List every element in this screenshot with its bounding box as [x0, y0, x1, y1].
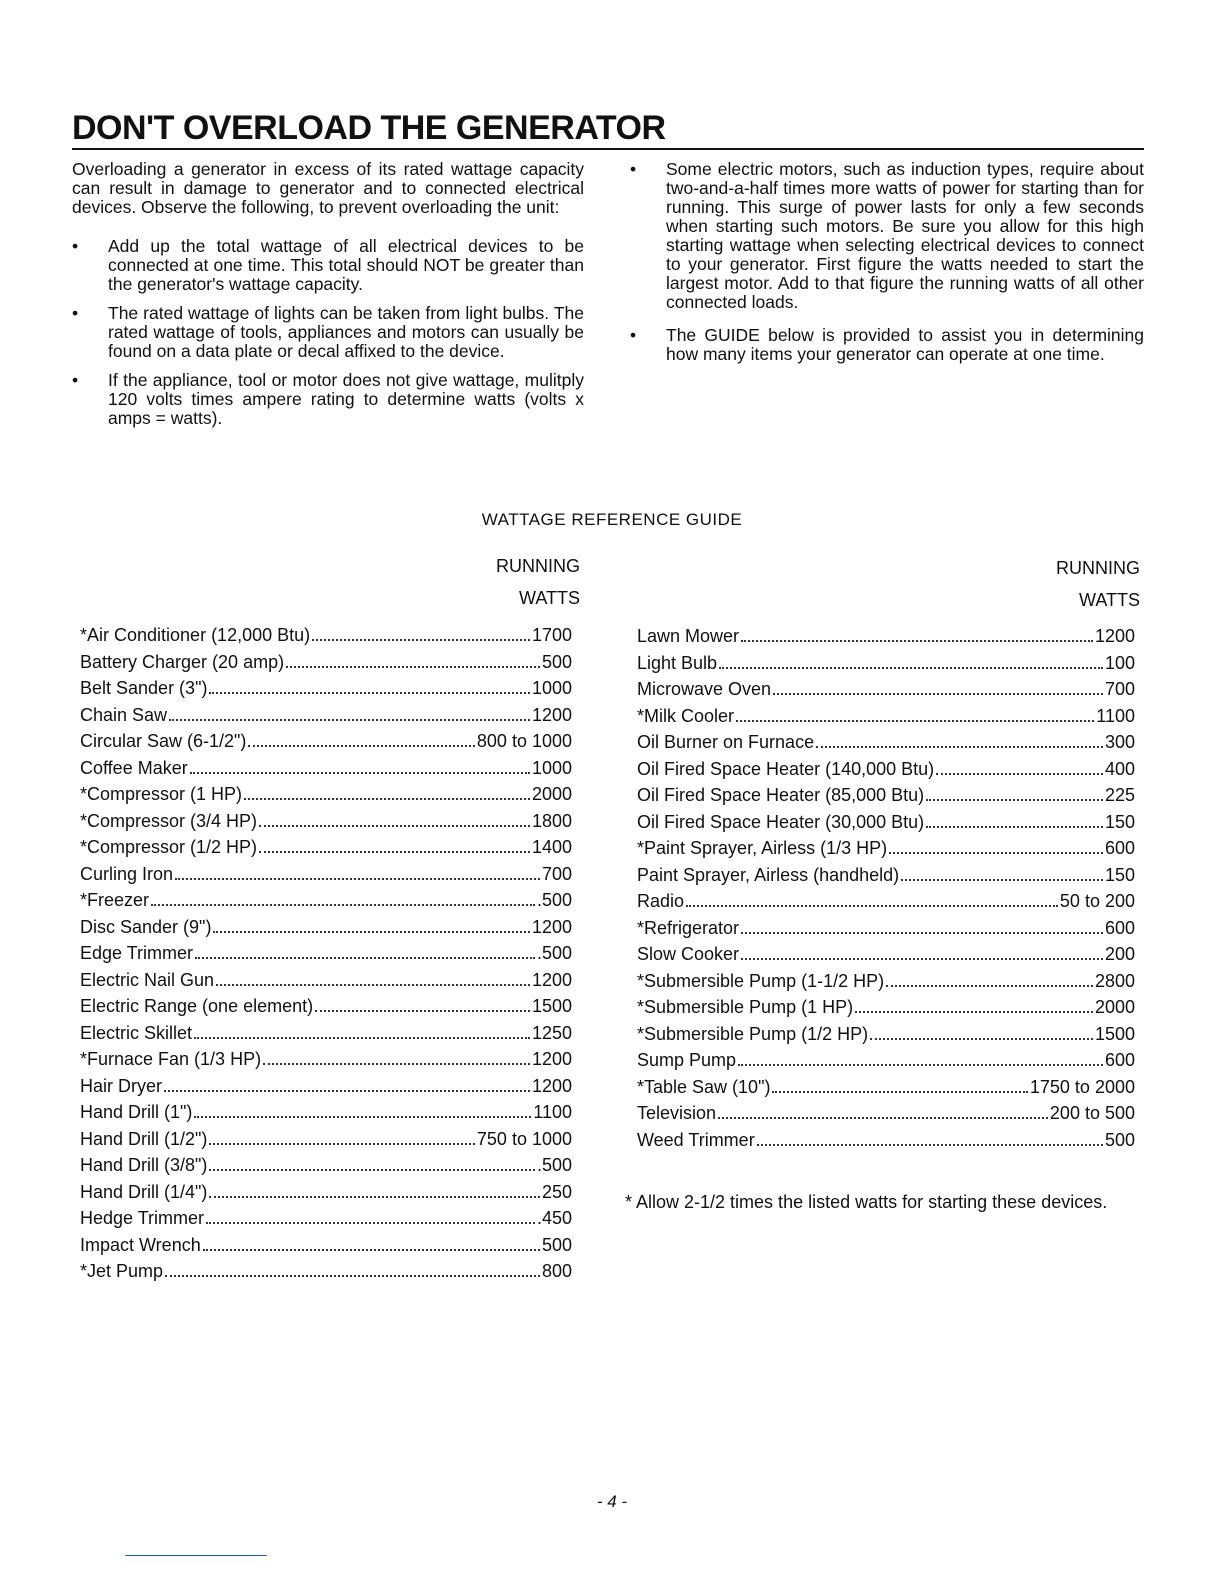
table-row: [637, 1100, 1135, 1127]
dot-leader: [870, 1024, 1093, 1040]
bullet-text: The GUIDE below is provided to assist you in determining how many items your generator can operate at one time.: [666, 325, 1144, 364]
table-row: [80, 967, 572, 994]
table-row: [80, 1020, 572, 1047]
dot-leader: [741, 627, 1093, 643]
table-row: [80, 675, 572, 702]
table-row: [637, 809, 1135, 836]
running-watts: .500: [536, 1155, 572, 1175]
table-row: [80, 993, 572, 1020]
guide-title: WATTAGE REFERENCE GUIDE: [481, 510, 743, 529]
running-watts: 700: [1104, 679, 1135, 699]
appliance-name: Hand Drill (1/4"): [80, 1181, 208, 1202]
header-watts: WATTS: [519, 588, 580, 608]
dot-leader: [209, 1182, 540, 1198]
appliance-name: Oil Fired Space Heater (30,000 Btu): [637, 811, 925, 832]
dot-leader: [248, 732, 474, 748]
running-watts: 200 to 500: [1049, 1103, 1135, 1123]
running-watts: 1800: [531, 810, 572, 831]
table-row: [637, 941, 1135, 968]
dot-leader: [259, 838, 530, 854]
table-row: [637, 703, 1135, 730]
appliance-name: Lawn Mower: [637, 626, 740, 646]
running-watts: 400: [1104, 758, 1135, 779]
bullet-icon: •: [630, 159, 637, 179]
table-row: [637, 835, 1135, 862]
bullet-text: Some electric motors, such as induction types, require about two-and-a-half times more watts of power for starting than for running. This surge of power lasts for only a few seconds when starting such motors. Be sure you allow for this high starting wattage when selecting electrical devices to connect to your generator. First figure the watts needed to start the largest motor. Add to that figure the running watts of all other connected loads.: [666, 159, 1144, 312]
table-row: [637, 994, 1135, 1021]
appliance-name: *Jet Pump: [80, 1261, 164, 1281]
dot-leader: [209, 1129, 474, 1145]
running-watts: 800: [541, 1261, 572, 1281]
table-row: [637, 888, 1135, 915]
appliance-name: Hand Drill (1/2"): [80, 1128, 208, 1149]
bullet-icon: •: [72, 303, 79, 323]
table-row: [637, 756, 1135, 783]
running-watts: 1200: [531, 969, 572, 990]
appliance-name: *Milk Cooler: [637, 705, 735, 726]
dot-leader: [773, 680, 1103, 696]
table-row: [80, 1046, 572, 1073]
running-watts: 1700: [531, 625, 572, 645]
table-row: [80, 755, 572, 782]
dot-leader: [164, 1076, 530, 1092]
appliance-name: Oil Fired Space Heater (85,000 Btu): [637, 785, 925, 805]
running-watts: 1200: [531, 1049, 572, 1069]
appliance-name: Battery Charger (20 amp): [80, 651, 285, 672]
appliance-name: *Submersible Pump (1 HP): [637, 997, 854, 1017]
running-watts: 700: [541, 863, 572, 884]
running-watts: 600: [1104, 1050, 1135, 1070]
table-row: [80, 1258, 572, 1285]
appliance-name: Belt Sander (3"): [80, 678, 208, 698]
table-row: [80, 808, 572, 835]
dot-leader: [169, 705, 530, 721]
appliance-name: Electric Nail Gun: [80, 969, 215, 990]
table-row: [637, 1047, 1135, 1074]
table-row: [637, 862, 1135, 889]
dot-leader: [190, 758, 530, 774]
dot-leader: [718, 1104, 1048, 1120]
running-watts: 200: [1104, 944, 1135, 964]
page-title: DON'T OVERLOAD THE GENERATOR: [72, 108, 1144, 150]
table-row: [80, 861, 572, 888]
bullet-item: [72, 304, 584, 361]
bullet-text: If the appliance, tool or motor does not give wattage, mulitply 120 volts times ampere rating to determine watts (volts x amps = watts).: [108, 370, 584, 428]
running-watts: 1200: [531, 916, 572, 937]
appliance-name: *Furnace Fan (1/3 HP): [80, 1049, 262, 1069]
appliance-name: Television: [637, 1103, 717, 1123]
appliance-name: Weed Trimmer: [637, 1129, 755, 1150]
appliance-name: *Compressor (1/2 HP): [80, 837, 258, 857]
dot-leader: [741, 918, 1103, 934]
dot-leader: [203, 1235, 540, 1251]
table-row: [80, 887, 572, 914]
right-column-header: [940, 552, 1140, 616]
appliance-name: Electric Range (one element): [80, 996, 314, 1016]
dot-leader: [209, 679, 530, 695]
dot-leader: [926, 812, 1103, 828]
dot-leader: [889, 839, 1103, 855]
running-watts: 500: [541, 651, 572, 672]
running-watts: 1400: [531, 837, 572, 857]
dot-leader: [816, 733, 1103, 749]
running-watts: 750 to 1000: [476, 1128, 572, 1149]
bullet-item: [72, 237, 584, 294]
table-row: [637, 676, 1135, 703]
intro-left-column: [72, 160, 584, 438]
intro-right-column: [630, 160, 1144, 378]
running-watts: .450: [536, 1208, 572, 1228]
running-watts: 150: [1104, 864, 1135, 885]
table-row: [637, 915, 1135, 942]
appliance-name: *Refrigerator: [637, 917, 740, 938]
running-watts: 1200: [531, 704, 572, 725]
dot-leader: [926, 786, 1103, 802]
running-watts: 250: [541, 1181, 572, 1202]
dot-leader: [315, 997, 530, 1013]
appliance-name: Curling Iron: [80, 863, 174, 884]
running-watts: 2800: [1094, 970, 1135, 991]
dot-leader: [194, 1103, 531, 1119]
table-row: [80, 1073, 572, 1100]
running-watts: 600: [1104, 917, 1135, 938]
running-watts: .500: [536, 943, 572, 963]
appliance-name: *Paint Sprayer, Airless (1/3 HP): [637, 838, 888, 858]
dot-leader: [719, 653, 1103, 669]
table-row: [80, 1126, 572, 1153]
appliance-name: Oil Fired Space Heater (140,000 Btu): [637, 758, 935, 779]
running-watts: 1500: [531, 996, 572, 1016]
dot-leader: [855, 998, 1093, 1014]
dot-leader: [263, 1050, 530, 1066]
dot-leader: [213, 917, 530, 933]
dot-leader: [686, 892, 1058, 908]
dot-leader: [244, 785, 530, 801]
appliance-name: Oil Burner on Furnace: [637, 732, 815, 752]
running-watts: 2000: [531, 784, 572, 804]
dot-leader: [216, 970, 530, 986]
appliance-name: Sump Pump: [637, 1050, 737, 1070]
table-row: [80, 781, 572, 808]
running-watts: 1500: [1094, 1023, 1135, 1044]
dot-leader: [206, 1209, 535, 1225]
table-row: [80, 834, 572, 861]
table-row: [637, 650, 1135, 677]
bullet-item: [630, 326, 1144, 364]
header-running: RUNNING: [496, 556, 580, 576]
table-row: [637, 729, 1135, 756]
table-row: [80, 1152, 572, 1179]
appliance-name: *Freezer: [80, 890, 150, 910]
appliance-name: *Submersible Pump (1/2 HP): [637, 1023, 869, 1044]
page-number: - 4 -: [596, 1492, 628, 1511]
table-row: [80, 1205, 572, 1232]
left-column-header: [380, 550, 580, 614]
table-row: [80, 1179, 572, 1206]
bullet-icon: •: [72, 236, 79, 256]
table-row: [80, 940, 572, 967]
appliance-name: Impact Wrench: [80, 1234, 201, 1255]
dot-leader: [194, 1023, 530, 1039]
dot-leader: [195, 944, 535, 960]
appliance-name: Edge Trimmer: [80, 943, 194, 963]
dot-leader: [736, 706, 1094, 722]
left-wattage-table: [80, 622, 572, 1285]
table-row: [80, 702, 572, 729]
appliance-name: *Submersible Pump (1-1/2 HP): [637, 970, 885, 991]
running-watts: 1100: [533, 1102, 572, 1122]
bullet-icon: •: [630, 325, 637, 345]
table-row: [637, 623, 1135, 650]
running-watts: 100: [1104, 652, 1135, 673]
appliance-name: Circular Saw (6-1/2"): [80, 731, 247, 751]
appliance-name: Coffee Maker: [80, 757, 188, 778]
dot-leader: [151, 891, 535, 907]
running-watts: 50 to 200: [1059, 891, 1135, 911]
appliance-name: Hand Drill (1"): [80, 1102, 193, 1122]
dot-leader: [738, 1051, 1103, 1067]
appliance-name: Microwave Oven: [637, 679, 772, 699]
running-watts: 500: [541, 1234, 572, 1255]
dot-leader: [312, 626, 530, 642]
dot-leader: [741, 945, 1103, 961]
running-watts: 1200: [531, 1075, 572, 1096]
running-watts: 1000: [531, 678, 572, 698]
table-row: [637, 1021, 1135, 1048]
bullet-text: Add up the total wattage of all electrical devices to be connected at one time. This total should NOT be greater than the generator's wattage capacity.: [108, 236, 584, 294]
table-row: [80, 728, 572, 755]
left-bullet-list: [72, 237, 584, 428]
running-watts: 800 to 1000: [476, 731, 572, 751]
running-watts: 1100: [1096, 705, 1135, 726]
header-watts: WATTS: [1079, 590, 1140, 610]
running-watts: 1250: [531, 1022, 572, 1043]
appliance-name: Hair Dryer: [80, 1075, 163, 1096]
dot-leader: [772, 1077, 1027, 1093]
dot-leader: [165, 1262, 540, 1278]
appliance-name: Electric Skillet: [80, 1022, 193, 1043]
table-row: [637, 782, 1135, 809]
running-watts: 300: [1104, 732, 1135, 752]
appliance-name: *Compressor (1 HP): [80, 784, 243, 804]
appliance-name: *Compressor (3/4 HP): [80, 810, 258, 831]
footnote: * Allow 2-1/2 times the listed watts for starting these devices.: [625, 1192, 1108, 1212]
appliance-name: Paint Sprayer, Airless (handheld): [637, 864, 900, 885]
table-row: [80, 1099, 572, 1126]
dot-leader: [936, 759, 1103, 775]
dot-leader: [286, 652, 540, 668]
table-row: [80, 1232, 572, 1259]
running-watts: 225: [1104, 785, 1135, 805]
appliance-name: Chain Saw: [80, 704, 168, 725]
bullet-item: [630, 160, 1144, 312]
dot-leader: [757, 1130, 1103, 1146]
appliance-name: Radio: [637, 891, 685, 911]
appliance-name: Disc Sander (9"): [80, 916, 212, 937]
dot-leader: [209, 1156, 535, 1172]
appliance-name: *Table Saw (10"): [637, 1076, 771, 1097]
footer-rule: [125, 1555, 267, 1556]
running-watts: 1000: [531, 757, 572, 778]
table-row: [637, 1127, 1135, 1154]
right-bullet-list: [630, 160, 1144, 364]
running-watts: 600: [1104, 838, 1135, 858]
table-row: [80, 622, 572, 649]
header-running: RUNNING: [1056, 558, 1140, 578]
running-watts: 500: [1104, 1129, 1135, 1150]
appliance-name: Hand Drill (3/8"): [80, 1155, 208, 1175]
appliance-name: Light Bulb: [637, 652, 718, 673]
bullet-icon: •: [72, 370, 79, 390]
dot-leader: [175, 864, 540, 880]
running-watts: .500: [536, 890, 572, 910]
table-row: [637, 968, 1135, 995]
running-watts: 1750 to 2000: [1029, 1076, 1135, 1097]
dot-leader: [259, 811, 530, 827]
table-row: [80, 649, 572, 676]
running-watts: 150: [1104, 811, 1135, 832]
right-wattage-table: [637, 623, 1135, 1153]
dot-leader: [886, 971, 1093, 987]
appliance-name: Slow Cooker: [637, 944, 740, 964]
running-watts: 1200: [1094, 626, 1135, 646]
dot-leader: [901, 865, 1103, 881]
table-row: [80, 914, 572, 941]
appliance-name: Hedge Trimmer: [80, 1208, 205, 1228]
running-watts: 2000: [1094, 997, 1135, 1017]
bullet-text: The rated wattage of lights can be taken from light bulbs. The rated wattage of tools, appliances and motors can usually be found on a data plate or decal affixed to the device.: [108, 303, 584, 361]
bullet-item: [72, 371, 584, 428]
appliance-name: *Air Conditioner (12,000 Btu): [80, 625, 311, 645]
intro-paragraph: Overloading a generator in excess of its rated wattage capacity can result in damage to generator and to connected electrical devices. Observe the following, to prevent overloading the unit:: [72, 159, 584, 217]
table-row: [637, 1074, 1135, 1101]
